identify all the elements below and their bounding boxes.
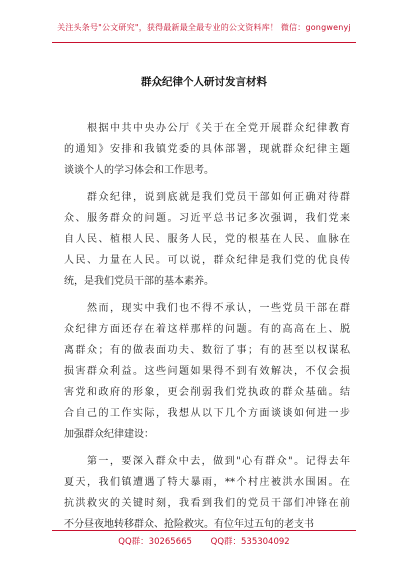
text-line: 自人民、植根人民、服务人民，党的根基在人民、血脉在: [64, 234, 350, 245]
text-line: 不分昼夜地转移群众、抢险救灾。有位年过五旬的老支书: [64, 519, 314, 530]
paragraph: [64, 451, 350, 535]
footer-qq-group-1: QQ群：30265665: [118, 537, 192, 547]
text-line: 然而，现实中我们也不得不承认，一些党员干部在群: [64, 303, 350, 314]
paragraph: [64, 187, 350, 292]
header-divider: [52, 42, 356, 43]
text-line: 害党和政府的形象，更会削弱我们党执政的群众基础。结: [64, 387, 350, 398]
text-line: 谈谈个人的学习体会和工作思考。: [64, 165, 214, 176]
text-line: 合自己的工作实际，我想从以下几个方面谈谈如何进一步: [64, 408, 350, 419]
text-line: 第一，要深入群众中去，做到"心有群众"。记得去年: [64, 456, 350, 467]
footer: [0, 535, 408, 547]
footer-qq-group-2: QQ群：535304092: [210, 537, 290, 547]
text-line: 人民、力量在人民。可以说，群众纪律是我们党的优良传: [64, 255, 350, 266]
text-line: 离群众；有的做表面功夫、数衍了事；有的甚至以权谋私: [64, 345, 350, 356]
document-title: 群众纪律个人研讨发言材料: [141, 76, 267, 88]
text-line: 众纪律方面还存在着这样那样的问题。有的高高在上、脱: [64, 324, 350, 335]
text-line: 抗洪救灾的关键时刻，我看到我们的党员干部们冲锋在前: [64, 498, 350, 509]
text-line: 加强群众纪律建设：: [64, 429, 154, 440]
footer-divider: [52, 530, 356, 531]
document-body: [64, 118, 350, 541]
text-line: 的通知》安排和我镇党委的具体部署，现就群众纪律主题: [64, 144, 350, 155]
text-line: 群众纪律，说到底就是我们党员干部如何正确对待群: [64, 192, 350, 203]
paragraph: [64, 118, 350, 181]
text-line: 夏天，我们镇遭遇了特大暴雨，**个村庄被洪水围困。在: [64, 477, 350, 488]
paragraph: [64, 298, 350, 445]
header-banner: 关注头条号"公文研究"，获得最新最全最专业的公文资料库！ 微信：gongwenyj: [57, 23, 351, 32]
text-line: 统，是我们党员干部的基本素养。: [64, 276, 214, 287]
text-line: 损害群众利益。这些问题如果得不到有效解决，不仅会损: [64, 366, 350, 377]
text-line: 众、服务群众的问题。习近平总书记多次强调，我们党来: [64, 213, 350, 224]
text-line: 根据中共中央办公厅《关于在全党开展群众纪律教育: [64, 123, 350, 134]
